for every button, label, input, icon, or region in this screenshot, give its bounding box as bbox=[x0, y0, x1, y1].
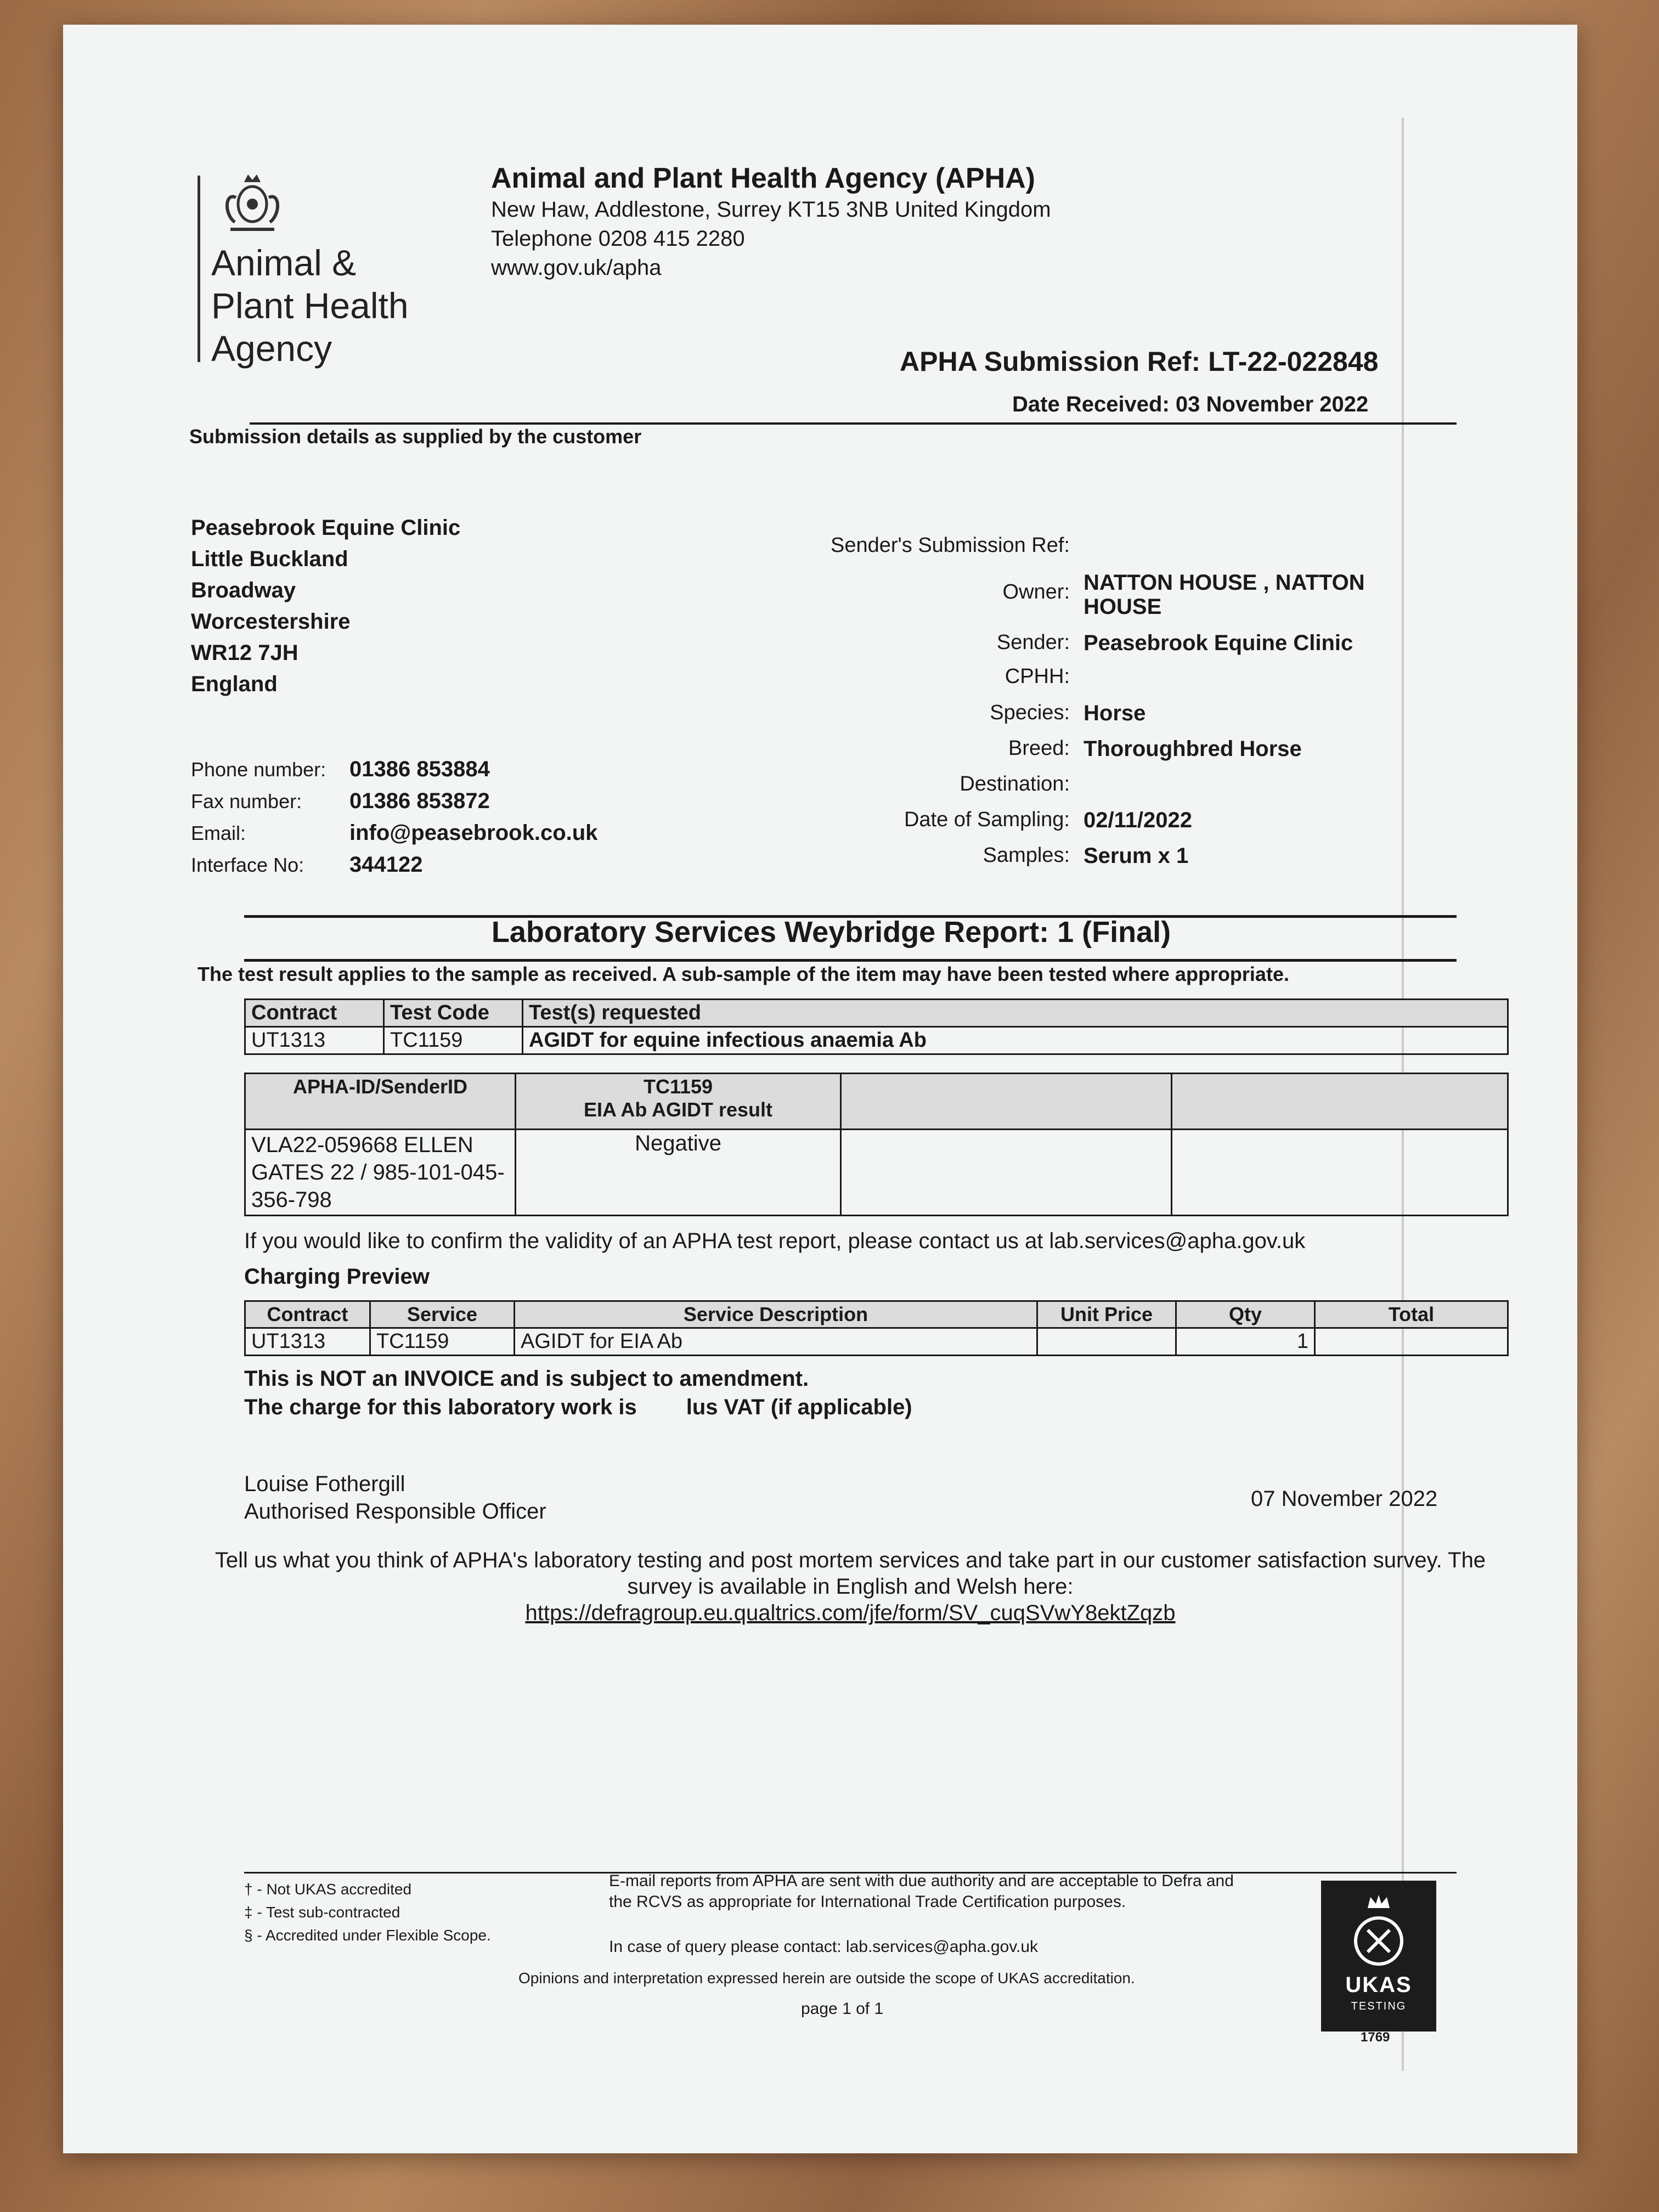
ukas-sub: TESTING bbox=[1351, 2000, 1407, 2012]
agency-website[interactable]: www.gov.uk/apha bbox=[491, 256, 662, 280]
phone-value: 01386 853884 bbox=[349, 757, 490, 781]
signatory-name: Louise Fothergill bbox=[244, 1472, 405, 1496]
charge-line bbox=[244, 1393, 912, 1421]
detail-label: Owner: bbox=[1002, 580, 1070, 603]
not-invoice-text: This is NOT an INVOICE and is subject to amendment. bbox=[244, 1367, 809, 1391]
email-value[interactable]: info@peasebrook.co.uk bbox=[349, 821, 598, 845]
charge-note bbox=[244, 1364, 912, 1421]
ukas-number: 1769 bbox=[1361, 2030, 1390, 2045]
column-header: Test Code bbox=[384, 1000, 523, 1027]
detail-label: Samples: bbox=[983, 844, 1070, 867]
test-requested-cell: AGIDT for equine infectious anaemia Ab bbox=[523, 1027, 1508, 1054]
table-header-row bbox=[245, 1074, 1508, 1130]
species-value: Horse bbox=[1084, 701, 1146, 725]
submission-ref: APHA Submission Ref: LT-22-022848 bbox=[900, 346, 1379, 377]
unit-price-cell bbox=[1037, 1328, 1176, 1356]
report-bottom-rule bbox=[244, 959, 1457, 962]
contract-cell: UT1313 bbox=[245, 1328, 370, 1356]
qty-cell: 1 bbox=[1176, 1328, 1315, 1356]
contact-label: Email: bbox=[191, 822, 246, 844]
date-received: Date Received: 03 November 2022 bbox=[1012, 392, 1369, 416]
sample-id-cell: VLA22-059668 ELLEN GATES 22 / 985-101-045-356-798 bbox=[245, 1130, 516, 1216]
empty-cell bbox=[1172, 1130, 1508, 1216]
owner-value: NATTON HOUSE , NATTON HOUSE bbox=[1084, 571, 1365, 619]
ukas-logo bbox=[1321, 1881, 1436, 2032]
result-cell: Negative bbox=[516, 1130, 841, 1216]
address-line: Little Buckland bbox=[191, 547, 348, 571]
logo-line: Animal & bbox=[211, 242, 357, 283]
tests-table bbox=[244, 998, 1509, 1055]
column-header: Service Description bbox=[515, 1301, 1037, 1328]
column-header: Service bbox=[370, 1301, 515, 1328]
column-header: APHA-ID/SenderID bbox=[245, 1074, 516, 1130]
agency-title: Animal and Plant Health Agency (APHA) bbox=[491, 162, 1035, 194]
detail-label: Species: bbox=[990, 701, 1070, 724]
submission-details-heading: Submission details as supplied by the customer bbox=[189, 425, 642, 448]
page-number: page 1 of 1 bbox=[801, 2000, 884, 2018]
ukas-crown-icon bbox=[1346, 1892, 1412, 1968]
contract-cell: UT1313 bbox=[245, 1027, 384, 1054]
column-header: Qty bbox=[1176, 1301, 1315, 1328]
address-line: WR12 7JH bbox=[191, 641, 298, 665]
results-table bbox=[244, 1073, 1509, 1216]
test-code-header: TC1159 bbox=[643, 1075, 713, 1098]
ukas-name: UKAS bbox=[1345, 1973, 1412, 1997]
report-date: 07 November 2022 bbox=[1251, 1487, 1438, 1511]
total-cell bbox=[1315, 1328, 1508, 1356]
sender-value: Peasebrook Equine Clinic bbox=[1084, 631, 1353, 655]
charge-vat-text: lus VAT (if applicable) bbox=[686, 1395, 912, 1419]
agency-logo-text bbox=[211, 241, 409, 370]
test-name-header: EIA Ab AGIDT result bbox=[583, 1098, 773, 1121]
applies-note: The test result applies to the sample as received. A sub-sample of the item may have been tested where appropriate. bbox=[198, 963, 1289, 985]
survey-note bbox=[198, 1547, 1503, 1626]
breed-value: Thoroughbred Horse bbox=[1084, 737, 1302, 761]
signatory bbox=[244, 1470, 546, 1525]
email-authority-note: E-mail reports from APHA are sent with due authority and are acceptable to Defra and the RCVS as appropriate for International Trade Certification purposes. bbox=[609, 1872, 1234, 1911]
service-description-cell: AGIDT for EIA Ab bbox=[515, 1328, 1037, 1356]
fax-value: 01386 853872 bbox=[349, 789, 490, 813]
contact-label: Phone number: bbox=[191, 758, 326, 781]
survey-link[interactable]: https://defragroup.eu.qualtrics.com/jfe/form/SV_cuqSVwY8ektZqzb bbox=[525, 1601, 1176, 1625]
column-header: Contract bbox=[245, 1301, 370, 1328]
detail-label: Sender: bbox=[996, 631, 1070, 654]
contact-label: Fax number: bbox=[191, 790, 302, 812]
confirm-validity-text: If you would like to confirm the validity of an APHA test report, please contact us at lab.services@apha.gov.uk bbox=[244, 1229, 1306, 1253]
service-cell: TC1159 bbox=[370, 1328, 515, 1356]
column-header: Contract bbox=[245, 1000, 384, 1027]
royal-crest-icon bbox=[214, 170, 291, 236]
test-code-cell: TC1159 bbox=[384, 1027, 523, 1054]
address-line: Broadway bbox=[191, 578, 296, 602]
table-header-row bbox=[245, 1301, 1508, 1328]
address-line: England bbox=[191, 672, 278, 696]
charging-preview-heading: Charging Preview bbox=[244, 1265, 430, 1289]
survey-text: Tell us what you think of APHA's laboratory testing and post mortem services and take part in our customer satisfaction survey. The survey is available in English and Welsh here: bbox=[215, 1548, 1486, 1599]
contact-label: Interface No: bbox=[191, 854, 304, 876]
empty-cell bbox=[841, 1130, 1172, 1216]
legend-item: § - Accredited under Flexible Scope. bbox=[244, 1927, 491, 1944]
opinions-note: Opinions and interpretation expressed herein are outside the scope of UKAS accreditation. bbox=[518, 1970, 1135, 1987]
signatory-role: Authorised Responsible Officer bbox=[244, 1499, 546, 1523]
report-title: Laboratory Services Weybridge Report: 1 (Final) bbox=[491, 916, 1171, 949]
empty-header bbox=[1172, 1074, 1508, 1130]
legend-item: † - Not UKAS accredited bbox=[244, 1881, 412, 1898]
table-header-row bbox=[245, 1000, 1508, 1027]
column-header: Unit Price bbox=[1037, 1301, 1176, 1328]
column-header: Total bbox=[1315, 1301, 1508, 1328]
interface-value: 344122 bbox=[349, 853, 423, 877]
table-row bbox=[245, 1328, 1508, 1356]
header-rule bbox=[250, 422, 1457, 425]
column-header bbox=[516, 1074, 841, 1130]
samples-value: Serum x 1 bbox=[1084, 844, 1189, 868]
detail-label: Sender's Submission Ref: bbox=[830, 534, 1070, 557]
address-line: Worcestershire bbox=[191, 610, 351, 634]
empty-header bbox=[841, 1074, 1172, 1130]
column-header: Test(s) requested bbox=[523, 1000, 1508, 1027]
logo-line: Plant Health bbox=[211, 285, 409, 326]
query-contact: In case of query please contact: lab.services@apha.gov.uk bbox=[609, 1938, 1039, 1956]
logo-divider bbox=[198, 176, 200, 362]
table-row bbox=[245, 1027, 1508, 1054]
detail-label: CPHH: bbox=[1005, 665, 1070, 688]
agency-address: New Haw, Addlestone, Surrey KT15 3NB United Kingdom bbox=[491, 198, 1051, 222]
detail-label: Destination: bbox=[960, 772, 1070, 795]
charging-table bbox=[244, 1300, 1509, 1356]
table-row bbox=[245, 1130, 1508, 1216]
legend-item: ‡ - Test sub-contracted bbox=[244, 1904, 400, 1921]
address-line: Peasebrook Equine Clinic bbox=[191, 516, 461, 540]
charge-text: The charge for this laboratory work is bbox=[244, 1395, 637, 1419]
agency-telephone: Telephone 0208 415 2280 bbox=[491, 227, 745, 251]
logo-line: Agency bbox=[211, 328, 332, 369]
detail-label: Breed: bbox=[1008, 737, 1070, 760]
sampling-date-value: 02/11/2022 bbox=[1084, 808, 1192, 832]
detail-label: Date of Sampling: bbox=[904, 808, 1070, 831]
